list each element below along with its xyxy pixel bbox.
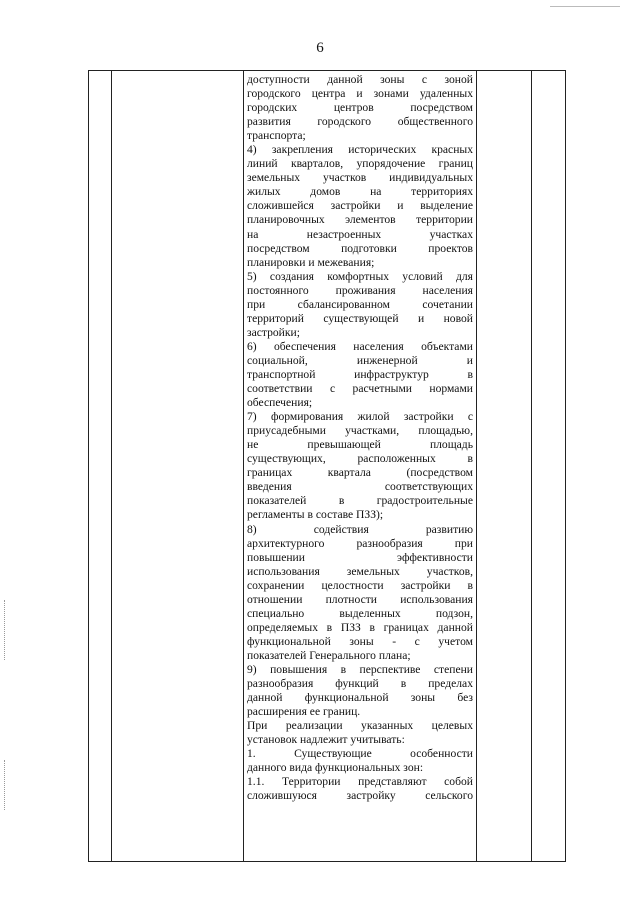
text-line: посредством подготовки проектов [247, 241, 473, 255]
text-line: застройки; [247, 325, 300, 339]
text-line: приусадебными участками, площадью, [247, 424, 473, 438]
text-line: установок надлежит учитывать: [247, 733, 405, 747]
text-line: земельных участков индивидуальных [247, 171, 473, 185]
text-line: территорий существующей и новой [247, 311, 473, 325]
text-line: не превышающей площадь [247, 438, 473, 452]
text-line: жилых домов на территориях [247, 185, 473, 199]
text-line: 7) формирования жилой застройки с [247, 410, 473, 424]
page-number: 6 [316, 40, 324, 56]
text-line: при сбалансированном сочетании [247, 297, 473, 311]
column-divider [111, 71, 112, 861]
text-line: 1.1. Территории представляют собой [247, 775, 473, 789]
text-line: городских центров посредством [247, 101, 473, 115]
text-line: 6) обеспечения населения объектами [247, 339, 473, 353]
text-line: 4) закрепления исторических красных [247, 143, 473, 157]
text-line: показателей Генерального плана; [247, 648, 411, 662]
text-line: планировки и межевания; [247, 255, 375, 269]
text-line: функциональной зоны - с учетом [247, 634, 473, 648]
text-line: линий кварталов, упорядочение границ [247, 157, 473, 171]
text-line: При реализации указанных целевых [247, 719, 473, 733]
scan-edge-mark [550, 6, 620, 7]
scan-margin-mark [4, 760, 5, 810]
column-divider [476, 71, 477, 861]
text-line: расширения ее границ. [247, 705, 361, 719]
text-line: транспорта; [247, 129, 306, 143]
text-line: на незастроенных участках [247, 227, 473, 241]
text-line: показателей в градостроительные [247, 494, 473, 508]
document-table [88, 70, 566, 862]
text-line: существующих, расположенных в [247, 452, 473, 466]
text-line: 9) повышения в перспективе степени [247, 662, 473, 676]
text-line: постоянного проживания населения [247, 283, 473, 297]
text-line: архитектурного разнообразия при [247, 536, 473, 550]
text-line: введения соответствующих [247, 480, 473, 494]
text-line: повышении эффективности [247, 550, 473, 564]
text-line: городского центра и зонами удаленных [247, 87, 473, 101]
text-line: использования земельных участков, [247, 564, 473, 578]
text-line: отношении плотности использования [247, 592, 473, 606]
column-divider [243, 71, 244, 861]
text-line: 1. Существующие особенности [247, 747, 473, 761]
text-line: границах квартала (посредством [247, 466, 473, 480]
text-line: развития городского общественного [247, 115, 473, 129]
column-divider [531, 71, 532, 861]
text-line: сохранении целостности застройки в [247, 578, 473, 592]
text-line: определяемых в ПЗЗ в границах данной [247, 620, 473, 634]
table-text-cell [247, 73, 473, 803]
text-line: сложившуюся застройку сельского [247, 789, 473, 803]
text-line: разнообразия функций в пределах [247, 677, 473, 691]
text-line: данного вида функциональных зон: [247, 761, 424, 775]
text-line: транспортной инфраструктур в [247, 367, 473, 381]
text-line: обеспечения; [247, 396, 313, 410]
text-line: сложившейся застройки и выделение [247, 199, 473, 213]
text-line: 8) содействия развитию [247, 522, 473, 536]
text-line: специально выделенных подзон, [247, 606, 473, 620]
text-line: регламенты в составе ПЗЗ); [247, 508, 384, 522]
scan-margin-mark [4, 600, 5, 660]
text-line: социальной, инженерной и [247, 353, 473, 367]
text-line: соответствии с расчетными нормами [247, 382, 473, 396]
text-line: данной функциональной зоны без [247, 691, 473, 705]
text-line: 5) создания комфортных условий для [247, 269, 473, 283]
text-line: планировочных элементов территории [247, 213, 473, 227]
text-line: доступности данной зоны с зоной [247, 73, 473, 86]
